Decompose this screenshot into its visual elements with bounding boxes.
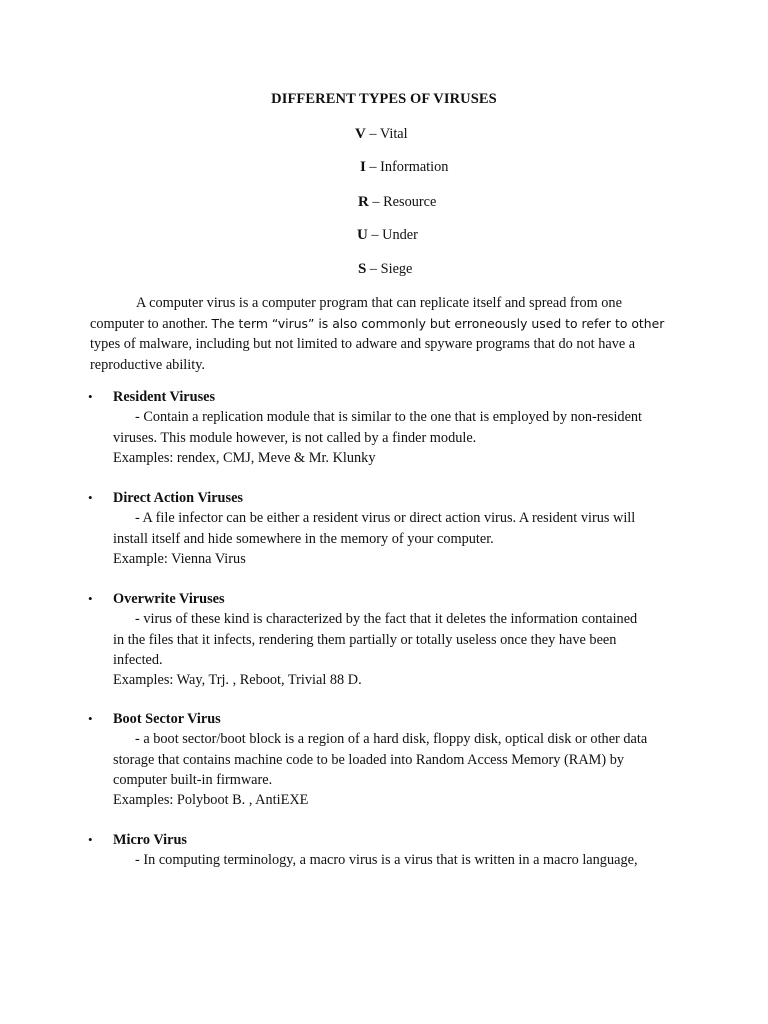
acronym-letter: R [358, 194, 369, 210]
intro-line: A computer virus is a computer program that can replicate itself and spread from one [136, 295, 622, 311]
section-boot-sector-virus [88, 709, 693, 810]
bullet-icon: • [88, 389, 93, 404]
section-line: computer built-in firmware. [113, 771, 273, 788]
section-line: Examples: Way, Trj. , Reboot, Trivial 88 D. [113, 672, 362, 689]
acronym-line-i [360, 159, 448, 176]
section-line: Examples: rendex, CMJ, Meve & Mr. Klunky [113, 449, 376, 466]
bullet-icon: • [88, 490, 93, 505]
acronym-word: – Information [365, 159, 449, 175]
acronym-letter: I [360, 159, 366, 175]
section-heading: Overwrite Viruses [113, 591, 225, 607]
section-line: infected. [113, 651, 163, 668]
bullet-icon: • [88, 591, 93, 606]
section-overwrite-viruses [88, 589, 693, 690]
document-title: DIFFERENT TYPES OF VIRUSES [271, 91, 497, 107]
acronym-word: – Under [367, 227, 418, 243]
intro-line [90, 314, 690, 335]
section-line: Examples: Polyboot B. , AntiEXE [113, 792, 309, 809]
section-line: install itself and hide somewhere in the memory of your computer. [113, 530, 494, 547]
section-line: - a boot sector/boot block is a region of a hard disk, floppy disk, optical disk or other data [135, 731, 648, 748]
acronym-word: – Siege [366, 261, 413, 277]
section-line: Example: Vienna Virus [113, 550, 246, 567]
section-line: - Contain a replication module that is similar to the one that is employed by non-resident [135, 409, 643, 426]
acronym-letter: S [358, 261, 367, 277]
bullet-icon: • [88, 711, 93, 726]
intro-paragraph [90, 293, 690, 375]
section-line: - A file infector can be either a resident virus or direct action virus. A resident virus will [135, 510, 636, 527]
section-line: - virus of these kind is characterized by the fact that it deletes the information contained [135, 611, 638, 628]
section-heading: Boot Sector Virus [113, 711, 221, 727]
intro-line-segment: The term “virus” is also commonly but erroneously used to refer to other [211, 315, 665, 331]
section-line: storage that contains machine code to be loaded into Random Access Memory (RAM) by [113, 751, 624, 768]
acronym-word: – Vital [365, 126, 408, 142]
section-resident-viruses [88, 387, 693, 468]
acronym-line-s [358, 261, 412, 278]
section-heading: Direct Action Viruses [113, 490, 243, 506]
section-heading: Resident Viruses [113, 389, 216, 405]
section-direct-action-viruses [88, 488, 693, 569]
acronym-letter: U [357, 227, 368, 243]
acronym-letter: V [355, 126, 366, 142]
intro-line-segment: computer to another. [90, 315, 212, 332]
intro-line: reproductive ability. [90, 356, 205, 373]
section-heading: Micro Virus [113, 832, 187, 848]
section-line: in the files that it infects, rendering them partially or totally useless once they have been [113, 631, 617, 648]
section-line: - In computing terminology, a macro virus is a virus that is written in a macro language, [135, 852, 638, 869]
acronym-line-r [358, 194, 436, 211]
section-line: viruses. This module however, is not called by a finder module. [113, 429, 477, 446]
section-micro-virus [88, 830, 693, 871]
acronym-line-v [355, 126, 408, 143]
intro-line: types of malware, including but not limited to adware and spyware programs that do not have a [90, 336, 636, 352]
acronym-line-u [357, 227, 418, 244]
acronym-word: – Resource [368, 194, 437, 210]
bullet-icon: • [88, 832, 93, 847]
